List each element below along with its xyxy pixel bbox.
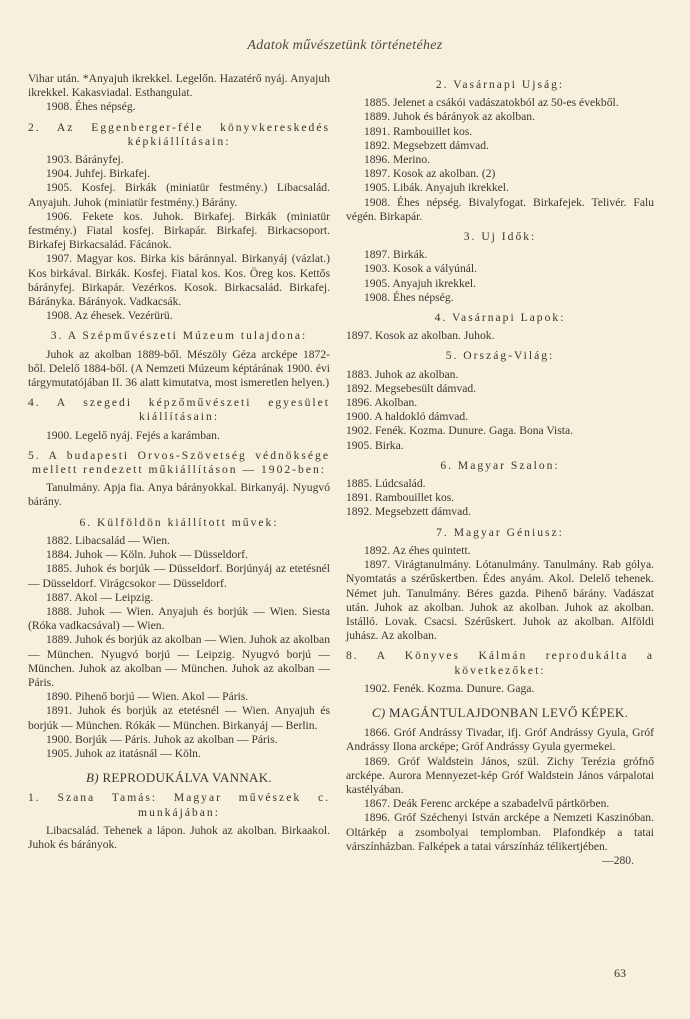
section-heading: 6. Magyar Szalon: bbox=[440, 458, 560, 472]
paragraph: 1889. Juhok és bárányok az akolban. bbox=[364, 110, 535, 124]
paragraph: 1897. Birkák. bbox=[364, 248, 428, 262]
part-label: B) bbox=[86, 770, 99, 786]
paragraph: 1891. Rambouillet kos. bbox=[364, 124, 473, 138]
paragraph: 1905. Birka. bbox=[346, 438, 404, 452]
left-column bbox=[28, 72, 330, 852]
part-title: MAGÁNTULAJDONBAN LEVŐ KÉPEK. bbox=[389, 704, 629, 720]
section-heading: 3. Uj Idők: bbox=[463, 230, 537, 244]
page-number: 63 bbox=[614, 966, 626, 980]
part-heading bbox=[346, 706, 654, 720]
paragraph: Tanulmány. Apja fia. Anya bárányokkal. Birkanyáj. Nyugvó bárány. bbox=[28, 481, 330, 509]
paragraph: 1896. Merino. bbox=[364, 153, 431, 167]
paragraph: 1905. Juhok az itatásnál — Köln. bbox=[46, 746, 201, 760]
paragraph: Libacsalád. Tehenek a lápon. Juhok az akolban. Birkaakol. Juhok és bárányok. bbox=[28, 823, 330, 851]
right-column bbox=[346, 72, 654, 868]
paragraph: 1908. Éhes népség. bbox=[46, 100, 136, 114]
section-heading: 2. Az Eggenberger-féle könyvkereskedés képkiállításain: bbox=[28, 120, 330, 148]
paragraph: 1887. Akol — Leipzig. bbox=[46, 590, 154, 604]
paragraph: 1885. Lúdcsalád. bbox=[346, 477, 426, 491]
paragraph: 1888. Juhok — Wien. Anyajuh és borjúk — Wien. Siesta (Róka vadkacsával) — Wien. bbox=[28, 604, 330, 633]
paragraph: 1885. Juhok és borjúk — Düsseldorf. Borjúnyáj az etetésnél — Düsseldorf. Virágcsokor — Düsseldorf. bbox=[28, 562, 330, 590]
paragraph: 1896. Akolban. bbox=[346, 396, 418, 410]
part-title: REPRODUKÁLVA VANNAK. bbox=[102, 770, 272, 786]
paragraph: 1890. Pihenő borjú — Wien. Akol — Páris. bbox=[46, 690, 249, 704]
section-heading: 2. Vasárnapi Ujság: bbox=[435, 78, 565, 91]
section-heading: 1. Szana Tamás: Magyar művészek c. munkájában: bbox=[28, 791, 330, 819]
paragraph: 1908. Éhes népség. Bivalyfogat. Birkafejek. Telivér. Falu végén. Birkapár. bbox=[346, 195, 654, 223]
paragraph: 1885. Jelenet a csákói vadászatokból az 50-es évekből. bbox=[364, 96, 619, 110]
paragraph: 1908. Az éhesek. Vezérürü. bbox=[46, 309, 173, 323]
paragraph: 1891. Rambouillet kos. bbox=[346, 491, 455, 505]
paragraph: 1892. Megsebzett dámvad. bbox=[346, 505, 471, 519]
paragraph: 1904. Juhfej. Birkafej. bbox=[46, 167, 150, 181]
paragraph: 1905. Anyajuh ikrekkel. bbox=[364, 276, 477, 290]
section-heading: 8. A Könyves Kálmán reprodukálta a következőket: bbox=[346, 649, 654, 677]
paragraph: 1903. Kosok a vályúnál. bbox=[364, 262, 478, 276]
paragraph: 1866. Gróf Andrássy Tivadar, ifj. Gróf Andrássy Gyula, Gróf Andrássy Ilona arcképe; Gróf Andrássy Gyula gyermekei. bbox=[346, 726, 654, 754]
paragraph: 1896. Gróf Széchenyi István arcképe a Nemzeti Kaszinóban. Oltárkép a zsombolyai templomban. Plafondkép a tatai várszínházban. Falképek a tatai várszínház télikertjében. bbox=[346, 811, 654, 853]
paragraph: 1907. Magyar kos. Birka kis báránnyal. Birkanyáj (vázlat.) Kos birkával. Birkák. Kosfej. Fiatal kos. Kos. Öreg kos. Kettős bárányfej. Birkapár. Vezérkos. Kosok. Birkacsalád. Birkafej. Bárányka. Bárányok. Vadkacsák. bbox=[28, 252, 330, 309]
paragraph: 1900. A haldokló dámvad. bbox=[346, 410, 469, 424]
paragraph: 1906. Fekete kos. Juhok. Birkafej. Birkák (miniatür festmény.) Fiatal kosfej. Birkapár. Birkafej. Birkacsoport. Birkafej Birkacsalád. Fácánok. bbox=[28, 209, 330, 252]
paragraph: 1892. Megsebzett dámvad. bbox=[364, 138, 489, 152]
section-heading: 7. Magyar Géniusz: bbox=[436, 525, 564, 539]
paragraph: Vihar után. *Anyajuh ikrekkel. Legelőn. Hazatérő nyáj. Anyajuh ikrekkel. Kakasviadal. Esthangulat. bbox=[28, 72, 330, 100]
paragraph: 1891. Juhok és borjúk az etetésnél — Wien. Anyajuh és borjúk — München. Rókák — München. Birkanyáj — Berlin. bbox=[28, 704, 330, 732]
paragraph: 1905. Libák. Anyajuh ikrekkel. bbox=[364, 181, 509, 195]
section-heading: 5. A budapesti Orvos-Szövetség védnöksége mellett rendezett műkiállításon — 1902-ben: bbox=[28, 448, 330, 477]
paragraph: 1889. Juhok és borjúk az akolban — Wien. Juhok az akolban — München. Nyugvó borjú — Leipzig. Nyugvó borjú — München. Juhok az akolban — München. Juhok az akolban — Páris. bbox=[28, 633, 330, 689]
part-heading bbox=[28, 771, 330, 785]
paragraph: 1900. Borjúk — Páris. Juhok az akolban — Páris. bbox=[46, 732, 278, 746]
paragraph: 1908. Éhes népség. bbox=[364, 290, 454, 304]
paragraph: 1903. Bárányfej. bbox=[46, 153, 124, 167]
paragraph: 1869. Gróf Waldstein János, szül. Zichy Terézia grófnő arcképe. Aurora Mennyezet-kép Gróf Waldstein János várpalotai kastélyában. bbox=[346, 754, 654, 796]
running-head: Adatok művészetünk történetéhez bbox=[247, 38, 443, 53]
paragraph: 1902. Fenék. Kozma. Dunure. Gaga. Bona Vista. bbox=[346, 424, 574, 438]
paragraph: 1897. Kosok az akolban. Juhok. bbox=[346, 329, 495, 343]
paragraph: 1902. Fenék. Kozma. Dunure. Gaga. bbox=[364, 681, 535, 695]
section-heading: 3. A Szépművészeti Múzeum tulajdona: bbox=[50, 329, 308, 343]
paragraph: 1882. Libacsalád — Wien. bbox=[46, 533, 170, 547]
section-heading: 4. Vasárnapi Lapok: bbox=[434, 311, 566, 325]
paragraph: 1884. Juhok — Köln. Juhok — Düsseldorf. bbox=[46, 548, 248, 562]
paragraph: 1867. Deák Ferenc arcképe a szabadelvű pártkörben. bbox=[364, 797, 610, 811]
paragraph: Juhok az akolban 1889-ből. Mészöly Géza arcképe 1872-ből. Delelő 1884-ből. (A Nemzeti Múzeum képtárának 1900. évi tárgymutatójában II. 36 alatt kimutatva, most ismeretlen helyen.) bbox=[28, 347, 330, 390]
paragraph: 1897. Virágtanulmány. Lótanulmány. Tanulmány. Rab gólya. Nyomtatás a szérűskertben. Édes anyám. Akol. Delelő tehenek. Német juh. Tanulmány. Béres gazda. Pihenő bárány. Vadászat után. Juhok az akolban. Juhok az akolban. Juhok az akolban. Istálló. Lovak. Csacsi. Szérűskert. Juhok az akolban. Alföldi juhász. Az akolban. bbox=[346, 558, 654, 643]
paragraph: 1892. Az éhes quintett. bbox=[364, 543, 471, 557]
part-label: C) bbox=[371, 704, 386, 720]
paragraph: 1900. Legelő nyáj. Fejés a karámban. bbox=[46, 428, 220, 442]
paragraph: 1905. Kosfej. Birkák (miniatür festmény.) Libacsalád. Anyajuh. Juhok (miniatür festmény.) Bárány. bbox=[28, 181, 330, 209]
section-heading: 4. A szegedi képzőművészeti egyesület kiállításain: bbox=[28, 396, 330, 424]
paragraph: 1883. Juhok az akolban. bbox=[346, 367, 459, 381]
paragraph: 1897. Kosok az akolban. (2) bbox=[364, 167, 496, 181]
paragraph: 1892. Megsebesült dámvad. bbox=[346, 381, 477, 395]
section-heading: 6. Külföldön kiállított művek: bbox=[79, 515, 279, 529]
count-note: —280. bbox=[602, 853, 634, 867]
section-heading: 5. Ország-Világ: bbox=[445, 349, 555, 363]
